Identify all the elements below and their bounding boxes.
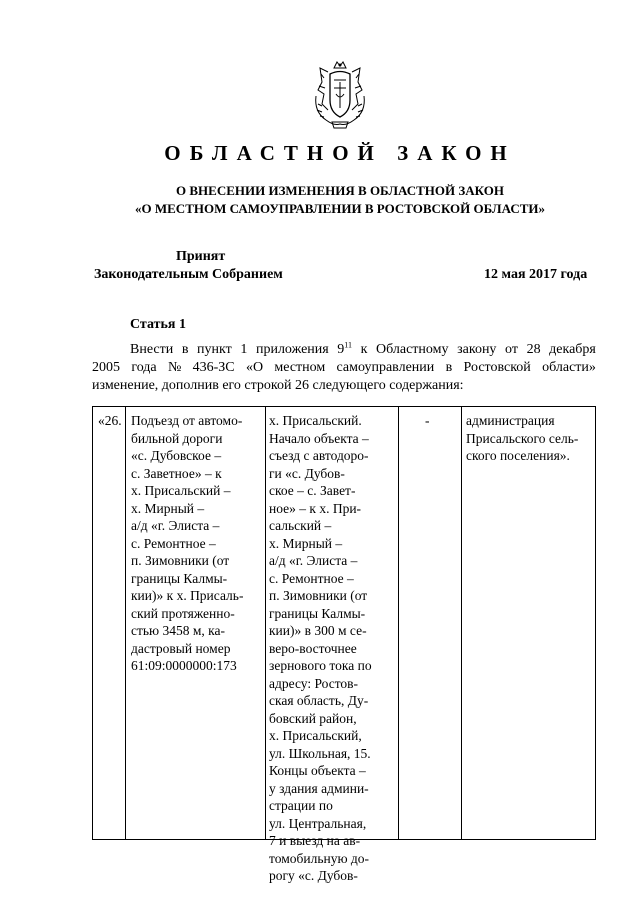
- location-line: с. Ремонтное –: [269, 570, 354, 586]
- location-line: зернового тока по: [269, 658, 372, 673]
- road-description-line: а/д «г. Элиста –: [131, 518, 220, 533]
- administration-line: ского поселения».: [466, 448, 570, 463]
- table-column-divider: [398, 407, 399, 839]
- article-text-word: года: [131, 360, 157, 375]
- coat-of-arms-emblem: [308, 60, 372, 130]
- article-text-word: пункт: [197, 342, 232, 357]
- road-table: [92, 406, 596, 883]
- road-description-line: х. Присальский –: [131, 483, 231, 498]
- location-line: кии)» в 300 м се-: [269, 623, 367, 638]
- location-line: у здания админи-: [269, 780, 369, 796]
- table-column-divider: [125, 407, 126, 839]
- location-line: ская область, Ду-: [269, 693, 369, 708]
- location-line: страции по: [269, 798, 333, 813]
- article-text-word: местном: [274, 360, 326, 375]
- road-description-line: 61:09:0000000:173: [131, 658, 237, 673]
- location-line: ги «с. Дубов-: [269, 465, 345, 481]
- article-text-word: приложения: [255, 342, 329, 357]
- location-line: бовский район,: [269, 710, 357, 726]
- article-text-word: области»: [542, 360, 596, 375]
- road-description-line: кии)» к х. Присаль-: [131, 588, 244, 603]
- location-line: рогу «с. Дубов-: [269, 868, 358, 883]
- article-text-word: в: [181, 342, 189, 357]
- location-line: сальский –: [269, 518, 332, 533]
- location-line: ул. Школьная, 15.: [269, 745, 371, 761]
- table-cell-dash: -: [425, 413, 430, 428]
- location-line: ское – с. Завет-: [269, 483, 356, 498]
- location-line: п. Зимовники (от: [269, 588, 368, 603]
- location-line: Концы объекта –: [269, 763, 366, 778]
- article-text-line-2: [92, 359, 596, 377]
- location-line: Начало объекта –: [269, 430, 369, 446]
- article-text-word: самоуправлении: [336, 360, 435, 375]
- road-description-line: бильной дороги: [131, 430, 223, 446]
- administration-line: администрация: [466, 413, 555, 428]
- road-description-line: п. Зимовники (от: [131, 553, 230, 568]
- article-text-word: 1: [240, 342, 248, 357]
- location-line: томобильную до-: [269, 850, 370, 866]
- article-text-word: закону: [457, 342, 497, 357]
- road-description-line: стью 3458 м, ка-: [131, 623, 226, 638]
- road-description-line: с. Ремонтное –: [131, 535, 216, 551]
- article-text-line-2-words: [92, 359, 596, 377]
- location-line: х. Мирный –: [269, 535, 343, 551]
- table-column-divider: [461, 407, 462, 839]
- table-cell-road-description: [131, 412, 243, 675]
- article-text-word: 436-ЗС: [192, 360, 235, 375]
- administration-line: Присальского сель-: [466, 430, 579, 446]
- road-description-line: «с. Дубовское –: [131, 448, 222, 463]
- road-description-line: ский протяженно-: [131, 605, 235, 621]
- article-text-word: Ростовской: [463, 360, 531, 375]
- article-text-word: «О: [245, 360, 264, 375]
- location-line: ул. Центральная,: [269, 815, 367, 831]
- article-text-word: Областному: [376, 342, 449, 357]
- road-description-line: Подъезд от автомо-: [131, 413, 243, 428]
- document-title: ОБЛАСТНОЙ ЗАКОН: [164, 141, 516, 165]
- location-line: 7 и выезд на ав-: [269, 833, 361, 848]
- location-line: ное» – к х. При-: [269, 500, 362, 516]
- law-subtitle-line-1: О ВНЕСЕНИИ ИЗМЕНЕНИЯ В ОБЛАСТНОЙ ЗАКОН: [176, 183, 504, 198]
- article-text-word: №: [167, 360, 182, 375]
- table-cell-number: «26.: [98, 413, 122, 428]
- article-text-line-1: [92, 341, 596, 359]
- location-line: адресу: Ростов-: [269, 675, 359, 691]
- article-text-word: Внести: [130, 342, 174, 357]
- article-heading: Статья 1: [130, 317, 186, 332]
- article-text-word: $9^{11}$: [337, 340, 352, 357]
- adoption-date: 12 мая 2017 года: [484, 267, 588, 282]
- table-column-divider: [265, 407, 266, 839]
- road-description-line: дастровый номер: [131, 640, 231, 656]
- table-cell-location: [269, 412, 372, 885]
- road-description-line: с. Заветное» – к: [131, 465, 222, 481]
- adopted-label: Принят: [176, 249, 226, 264]
- road-description-line: границы Калмы-: [131, 570, 228, 586]
- article-text-word: 28: [526, 342, 541, 357]
- location-line: границы Калмы-: [269, 605, 366, 621]
- article-text-word: декабря: [549, 342, 596, 357]
- location-line: х. Присальский,: [269, 728, 362, 743]
- road-description-line: х. Мирный –: [131, 500, 205, 516]
- location-line: х. Присальский.: [269, 413, 362, 428]
- article-text-word: 2005: [92, 360, 120, 375]
- location-line: веро-восточнее: [269, 640, 357, 656]
- article-text-word: к: [360, 342, 368, 357]
- adopted-by-label: Законодательным Собранием: [94, 267, 283, 282]
- location-line: съезд с автодоро-: [269, 448, 369, 463]
- law-subtitle-line-2: «О МЕСТНОМ САМОУПРАВЛЕНИИ В РОСТОВСКОЙ ОБЛАСТИ»: [135, 201, 545, 216]
- article-text-line-3: изменение, дополнив его строкой 26 следующего содержания:: [92, 378, 464, 393]
- article-text-word: в: [445, 360, 453, 375]
- article-text-word: от: [505, 342, 518, 357]
- table-cell-administration: [466, 412, 578, 465]
- location-line: а/д «г. Элиста –: [269, 553, 358, 568]
